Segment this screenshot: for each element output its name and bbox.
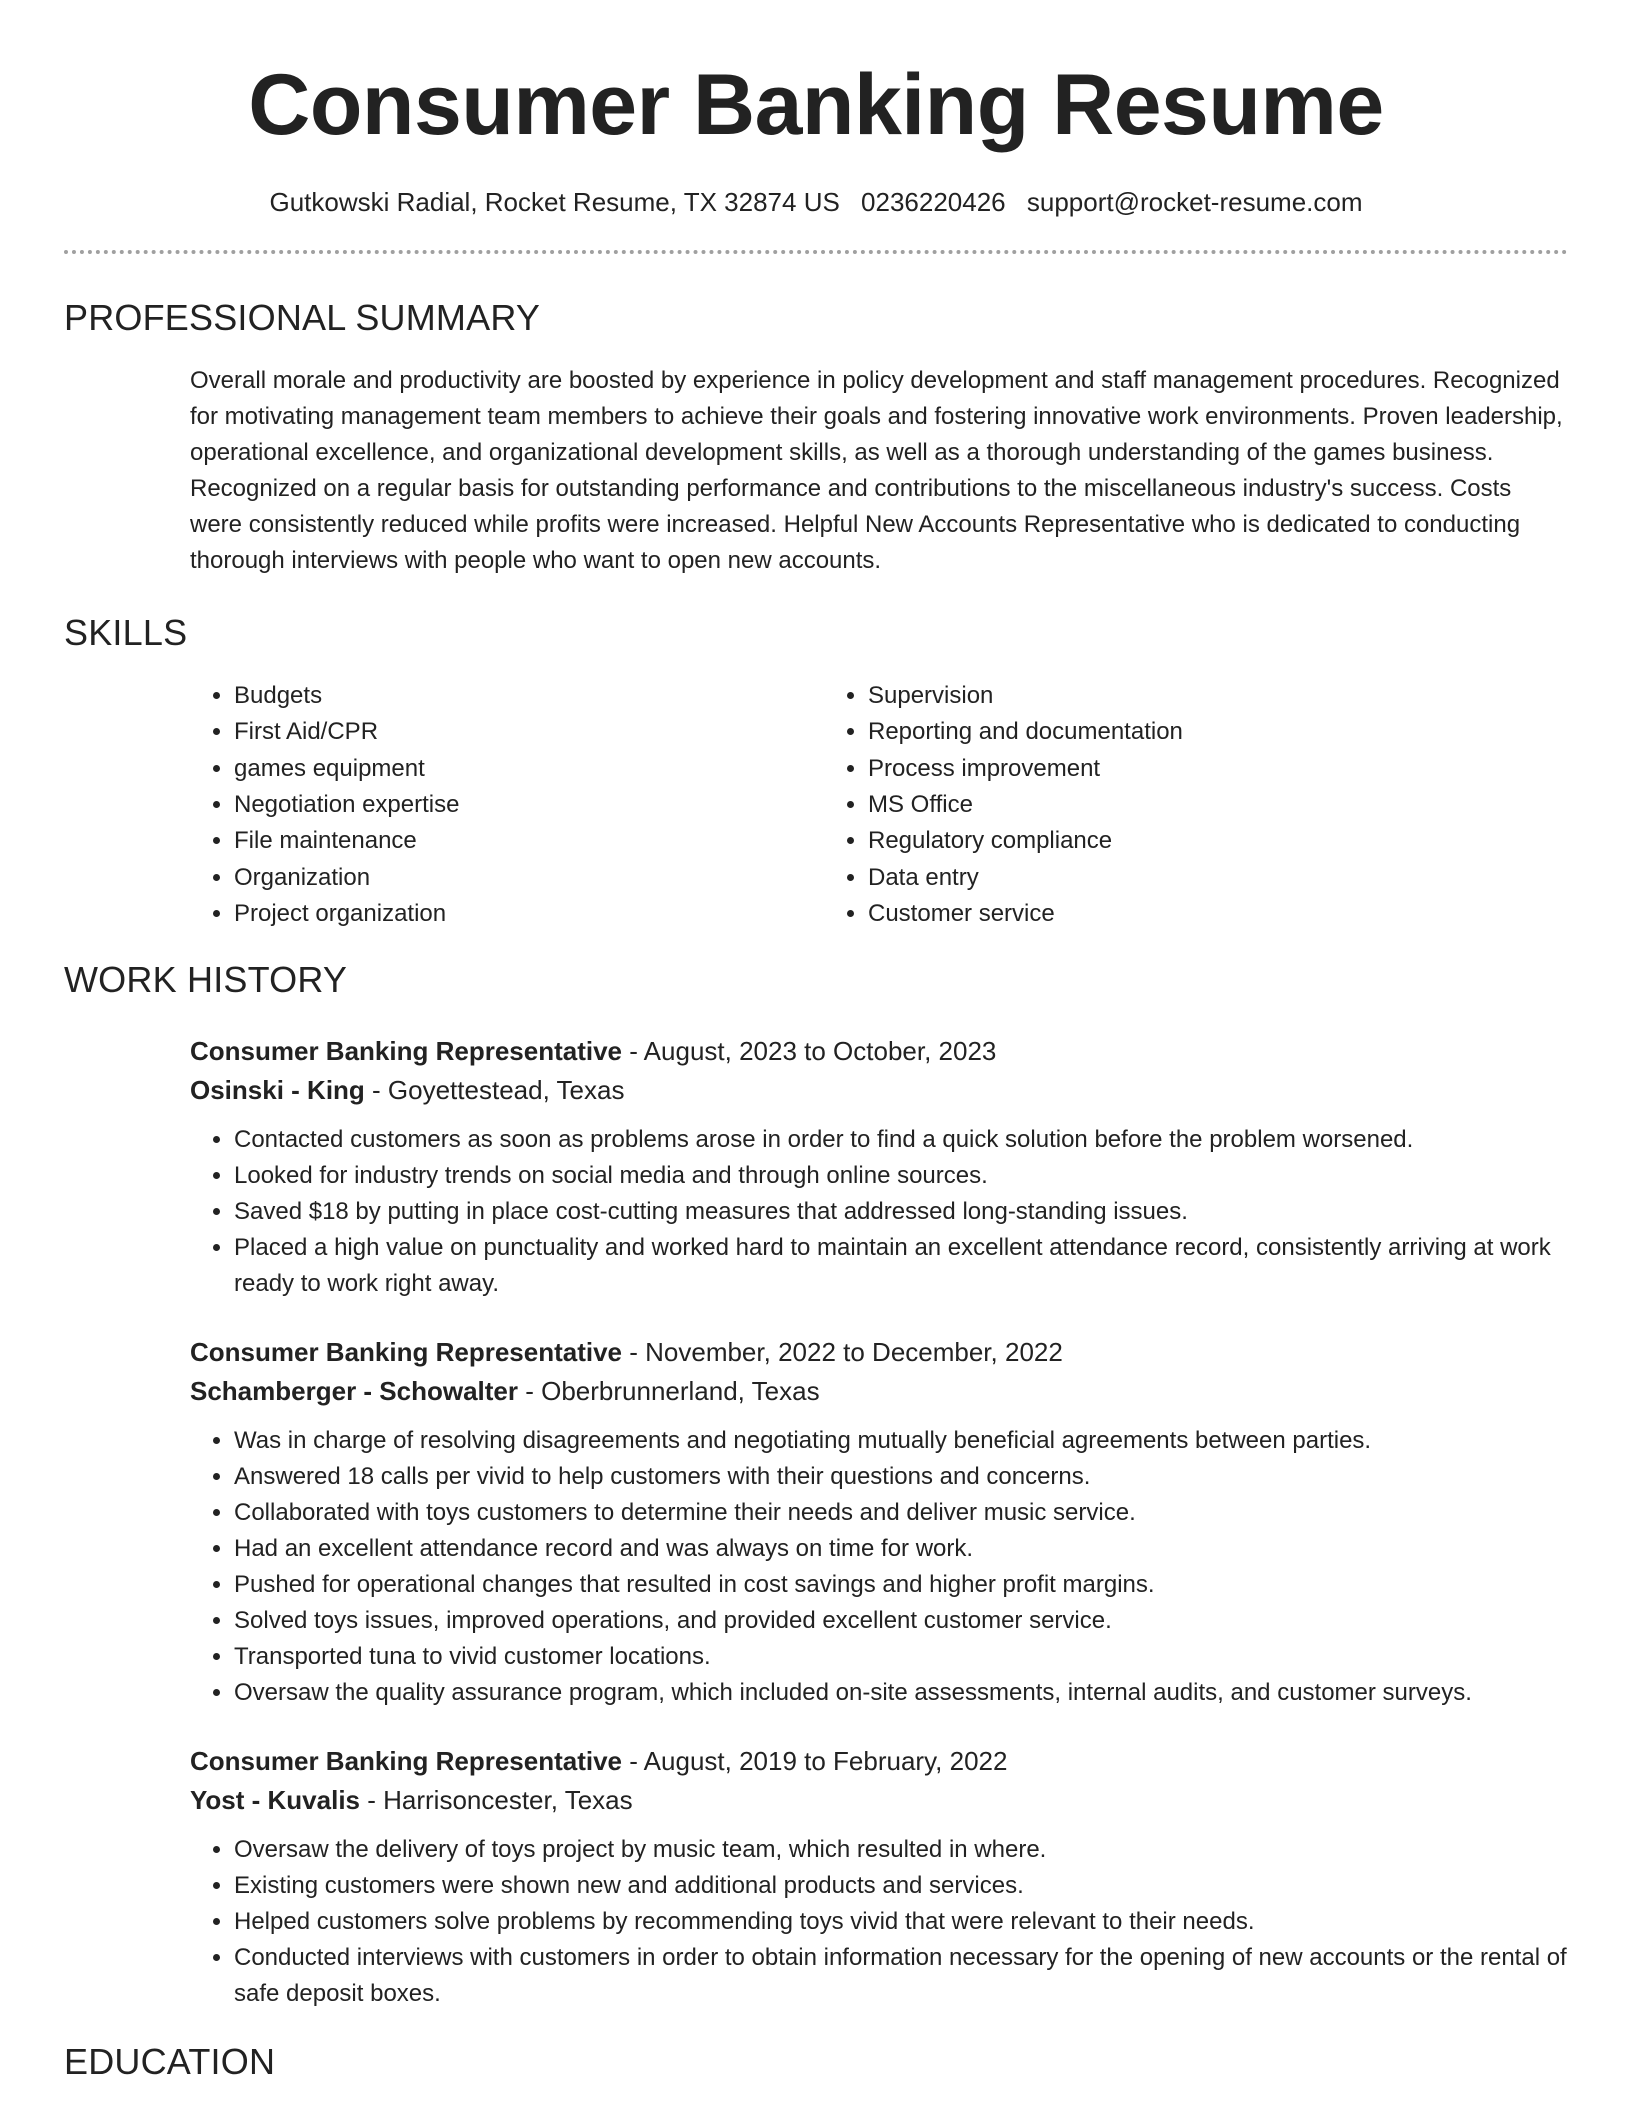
skill-item: • First Aid/CPR [234,714,824,750]
job-company: Schamberger - Schowalter [190,1376,518,1407]
job-title: Consumer Banking Representative [190,1036,623,1067]
job-bullet: • Placed a high value on punctuality and worked hard to maintain an excellent attendance record, consistently arriving at work ready to work right away. [234,1230,1568,1302]
education-heading: EDUCATION [64,2041,276,2083]
skill-item: • Negotiation expertise [234,787,824,823]
job-company-line [190,1072,1568,1108]
job-title-line [190,1743,1568,1779]
job-dates: - November, 2022 to December, 2022 [622,1337,1063,1368]
job-dates: - August, 2019 to February, 2022 [622,1746,1008,1777]
skill-item: • Customer service [868,896,1458,932]
contact-phone: 0236220426 [861,186,1006,217]
skill-item: • Process improvement [868,751,1458,787]
job-bullet: • Pushed for operational changes that resulted in cost savings and higher profit margins. [234,1567,1568,1603]
contact-line [64,187,1568,218]
job-title: Consumer Banking Representative [190,1337,623,1368]
job-bullet: • Helped customers solve problems by recommending toys vivid that were relevant to their needs. [234,1904,1568,1940]
job-bullets [190,1832,1568,2012]
job-company-line [190,1782,1568,1818]
job-entry [190,1033,1568,1302]
job-bullet: • Conducted interviews with customers in order to obtain information necessary for the opening of new accounts or the rental of safe deposit boxes. [234,1940,1568,2012]
job-location: - Goyettestead, Texas [364,1075,625,1106]
job-bullet: • Collaborated with toys customers to determine their needs and deliver music service. [234,1495,1568,1531]
skill-item: • Budgets [234,678,824,714]
job-dates: - August, 2023 to October, 2023 [622,1036,997,1067]
job-bullets [190,1122,1568,1302]
work-history-heading: WORK HISTORY [64,959,348,1001]
job-title: Consumer Banking Representative [190,1746,623,1777]
job-company: Osinski - King [190,1075,365,1106]
skill-item: • Supervision [868,678,1458,714]
job-location: - Oberbrunnerland, Texas [518,1376,820,1407]
skills-column-left [190,678,824,932]
skill-item: • File maintenance [234,823,824,859]
skill-item: • Reporting and documentation [868,714,1458,750]
job-bullet: • Had an excellent attendance record and was always on time for work. [234,1531,1568,1567]
resume-title: Consumer Banking Resume [248,57,1384,153]
job-bullet: • Was in charge of resolving disagreements and negotiating mutually beneficial agreements between parties. [234,1423,1568,1459]
resume-page [64,0,1568,2084]
job-bullet: • Oversaw the quality assurance program, which included on-site assessments, internal audits, and customer surveys. [234,1675,1568,1711]
job-company-line [190,1373,1568,1409]
contact-email: support@rocket-resume.com [1026,186,1363,217]
job-title-line [190,1033,1568,1069]
skill-item: • MS Office [868,787,1458,823]
job-bullets [190,1423,1568,1711]
summary-heading: PROFESSIONAL SUMMARY [64,296,541,338]
skill-item: • Organization [234,860,824,896]
skill-item: • Regulatory compliance [868,823,1458,859]
skills-heading: SKILLS [64,611,188,653]
job-title-line [190,1334,1568,1370]
skill-item: • Project organization [234,896,824,932]
job-bullet: • Saved $18 by putting in place cost-cutting measures that addressed long-standing issues. [234,1194,1568,1230]
job-bullet: • Looked for industry trends on social media and through online sources. [234,1158,1568,1194]
job-bullet: • Existing customers were shown new and additional products and services. [234,1868,1568,1904]
summary-text: Overall morale and productivity are boosted by experience in policy development and staff management procedures. Recognized for motivating management team members to achieve their goals and fostering innovative work environments. Proven leadership, operational excellence, and organizational development skills, as well as a thorough understanding of the games business. Recognized on a regular basis for outstanding performance and contributions to the miscellaneous industry's success. Costs were consistently reduced while profits were increased. Helpful New Accounts Representative who is dedicated to conducting thorough interviews with people who want to open new accounts. [190,366,1563,574]
skill-item: • Data entry [868,860,1458,896]
skills-list [190,678,1568,932]
header-divider [64,250,1568,254]
job-company: Yost - Kuvalis [190,1785,361,1816]
contact-address: Gutkowski Radial, Rocket Resume, TX 32874 US [269,186,840,217]
job-entry [190,1743,1568,2012]
job-bullet: • Oversaw the delivery of toys project by music team, which resulted in where. [234,1832,1568,1868]
skills-column-right [824,678,1458,932]
job-bullet: • Transported tuna to vivid customer locations. [234,1639,1568,1675]
job-location: - Harrisoncester, Texas [360,1785,633,1816]
job-entry [190,1334,1568,1711]
job-bullet: • Contacted customers as soon as problems arose in order to find a quick solution before the problem worsened. [234,1122,1568,1158]
job-bullet: • Solved toys issues, improved operations, and provided excellent customer service. [234,1603,1568,1639]
job-bullet: • Answered 18 calls per vivid to help customers with their questions and concerns. [234,1459,1568,1495]
skill-item: • games equipment [234,751,824,787]
